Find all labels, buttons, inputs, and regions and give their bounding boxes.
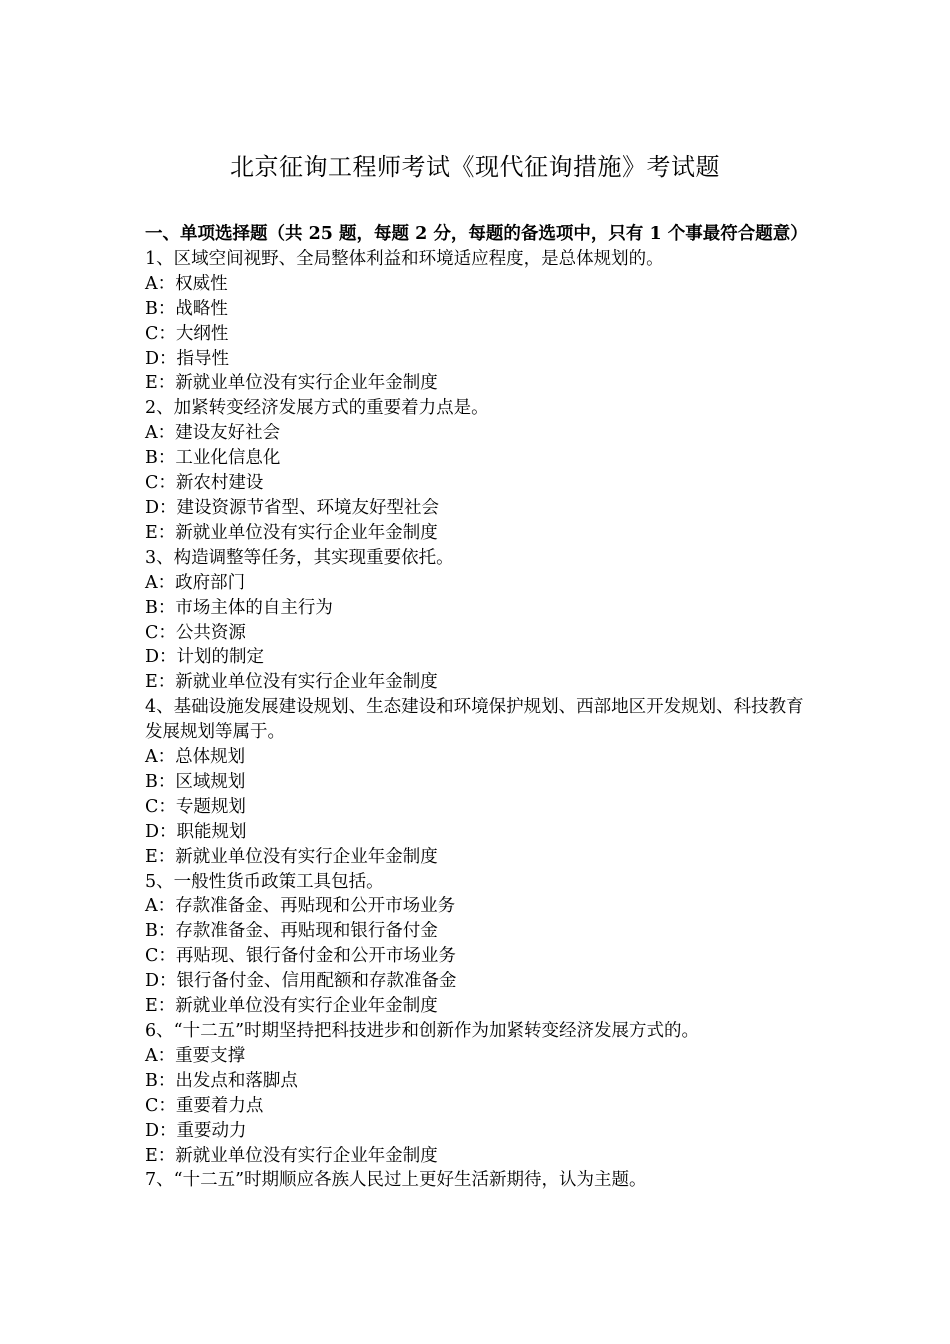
question — [145, 695, 810, 869]
question — [145, 546, 810, 695]
document-title: 北京征询工程师考试《现代征询措施》考试题 — [230, 153, 720, 181]
option-c: C：公共资源 — [145, 622, 246, 643]
option-b: B：战略性 — [145, 298, 228, 319]
option-e: E：新就业单位没有实行企业年金制度 — [145, 1145, 438, 1166]
question-stem: 1、区域空间视野、全局整体利益和环境适应程度，是总体规划的。 — [145, 248, 664, 269]
option-b: B：存款准备金、再贴现和银行备付金 — [145, 921, 438, 942]
option-b: B：市场主体的自主行为 — [145, 597, 333, 618]
option-d: D：指导性 — [145, 348, 230, 369]
option-d: D：计划的制定 — [145, 647, 265, 668]
option-a: A：总体规划 — [145, 747, 246, 768]
option-b: B：工业化信息化 — [145, 448, 281, 469]
question-stem: 3、构造调整等任务，其实现重要依托。 — [145, 547, 454, 568]
option-a: A：权威性 — [145, 273, 228, 294]
option-a: A：重要支撑 — [145, 1045, 246, 1066]
option-c: C：大纲性 — [145, 323, 229, 344]
question-stem: 5、一般性货币政策工具包括。 — [145, 871, 384, 892]
option-c: C：重要着力点 — [145, 1095, 264, 1116]
option-d: D：重要动力 — [145, 1120, 247, 1141]
option-d: D：建设资源节省型、环境友好型社会 — [145, 497, 440, 518]
section-heading: 一、单项选择题（共 25 题，每题 2 分，每题的备选项中，只有 1 个事最符合题意） — [145, 224, 808, 244]
option-b: B：区域规划 — [145, 771, 246, 792]
question — [145, 396, 810, 545]
option-e: E：新就业单位没有实行企业年金制度 — [145, 846, 438, 867]
question — [145, 247, 810, 396]
question — [145, 1019, 810, 1168]
option-d: D：职能规划 — [145, 821, 247, 842]
option-a: A：建设友好社会 — [145, 423, 281, 444]
document-body — [145, 222, 810, 1193]
question-stem: 2、加紧转变经济发展方式的重要着力点是。 — [145, 398, 489, 419]
question-stem: 4、基础设施发展建设规划、生态建设和环境保护规划、西部地区开发规划、科技教育发展规划等属于。 — [145, 697, 804, 743]
question — [145, 1168, 810, 1193]
option-e: E：新就业单位没有实行企业年金制度 — [145, 996, 438, 1017]
option-d: D：银行备付金、信用配额和存款准备金 — [145, 971, 457, 992]
option-c: C：新农村建设 — [145, 473, 264, 494]
option-e: E：新就业单位没有实行企业年金制度 — [145, 672, 438, 693]
option-c: C：专题规划 — [145, 796, 246, 817]
option-e: E：新就业单位没有实行企业年金制度 — [145, 522, 438, 543]
question-stem: 6、“十二五”时期坚持把科技进步和创新作为加紧转变经济发展方式的。 — [145, 1021, 700, 1041]
question — [145, 870, 810, 1019]
option-a: A：存款准备金、再贴现和公开市场业务 — [145, 896, 456, 917]
option-e: E：新就业单位没有实行企业年金制度 — [145, 373, 438, 394]
option-b: B：出发点和落脚点 — [145, 1070, 298, 1091]
option-a: A：政府部门 — [145, 572, 246, 593]
option-c: C：再贴现、银行备付金和公开市场业务 — [145, 946, 456, 967]
question-stem: 7、“十二五”时期顺应各族人民过上更好生活新期待，认为主题。 — [145, 1170, 647, 1191]
